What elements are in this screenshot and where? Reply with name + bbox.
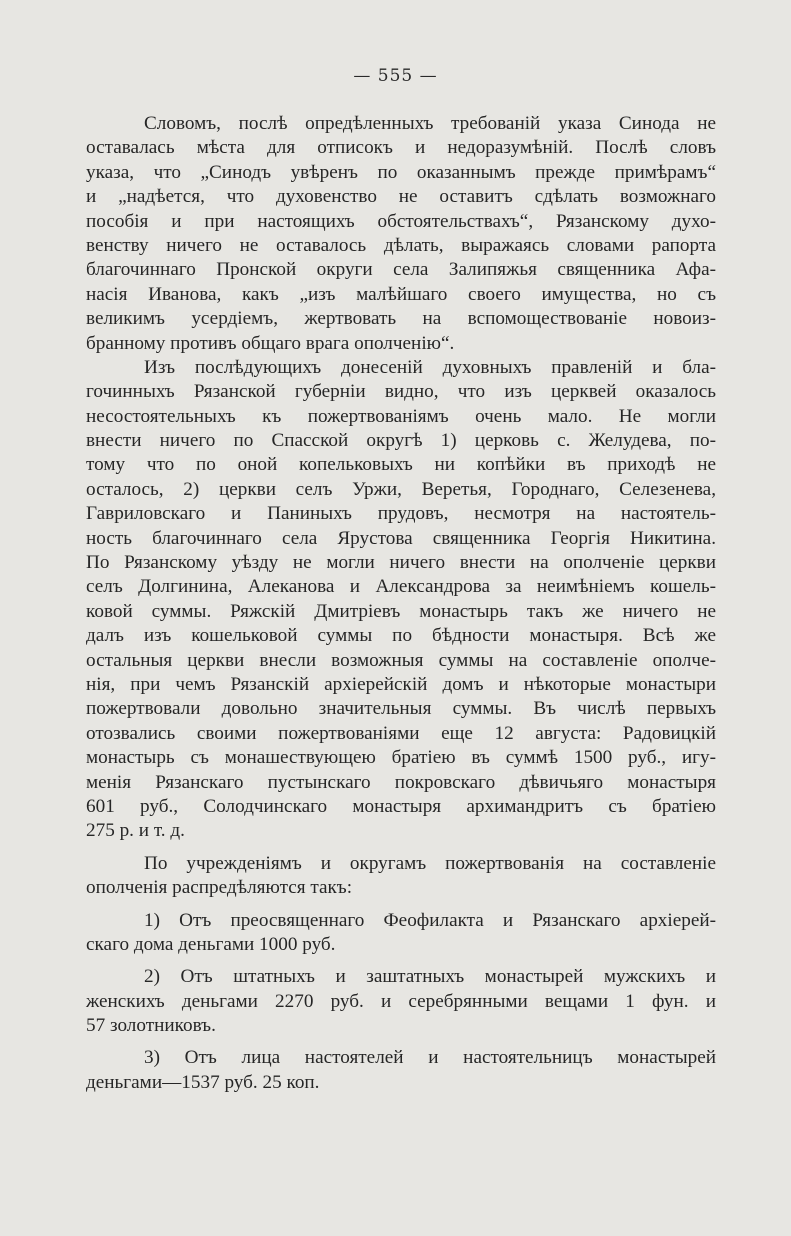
paragraph-gap	[86, 901, 716, 909]
text-line: 57 золотниковъ.	[86, 1015, 216, 1037]
text-line: бранному противъ общаго врага ополченію“.	[86, 332, 455, 354]
text-line: отозвались своими пожертвованіями еще 12 августа: Радовицкій	[86, 722, 716, 744]
text-line: ковой суммы. Ряжскій Дмитріевъ монастырь такъ же ничего не	[86, 600, 716, 622]
text-line: указа, что „Синодъ увѣренъ по оказаннымъ прежде примѣрамъ“	[86, 161, 716, 183]
text-line: менія Рязанскаго пустынскаго покровскаго дѣвичьяго монастыря	[86, 771, 716, 793]
text-line: насія Иванова, какъ „изъ малѣйшаго своего имущества, но съ	[86, 283, 716, 305]
text-line: осталось, 2) церкви селъ Уржи, Веретья, Городнаго, Селезенева,	[86, 478, 716, 500]
paragraph	[86, 356, 716, 844]
paragraph	[86, 852, 716, 901]
paragraph-gap	[86, 844, 716, 852]
text-line: селъ Долгинина, Алеканова и Александрова за неимѣніемъ кошель-	[86, 576, 716, 598]
text-line: гочинныхъ Рязанской губерніи видно, что изъ церквей оказалось	[86, 381, 716, 403]
text-line: оставалась мѣста для отписокъ и недоразумѣній. Послѣ словъ	[86, 137, 716, 159]
text-line: монастырь съ монашествующею братіею въ суммѣ 1500 руб., игу-	[86, 747, 716, 769]
list-item	[86, 965, 716, 1038]
text-line: По Рязанскому уѣзду не могли ничего внести на ополченіе церкви	[86, 552, 716, 574]
text-line: далъ изъ кошельковой суммы по бѣдности монастыря. Всѣ же	[86, 625, 716, 647]
text-line: ополченія распредѣляются такъ:	[86, 877, 353, 899]
list-item	[86, 909, 716, 958]
text-line: внести ничего по Спасской округѣ 1) церковь с. Желудева, по-	[86, 430, 716, 452]
text-line: нія, при чемъ Рязанскій архіерейскій домъ и нѣкоторые монастыри	[86, 673, 716, 695]
text-line: и „надѣется, что духовенство не оставитъ сдѣлать возможнаго	[86, 186, 716, 208]
text-line: пособія и при настоящихъ обстоятельствахъ“, Рязанскому духо-	[86, 210, 716, 232]
text-line: остальныя церкви внесли возможныя суммы на составленіе ополче-	[86, 649, 716, 671]
paragraph-gap	[86, 1038, 716, 1046]
text-line: пожертвовали довольно значительныя суммы. Въ числѣ первыхъ	[86, 698, 716, 720]
text-line: деньгами—1537 руб. 25 коп.	[86, 1071, 320, 1093]
text-line: Гавриловскаго и Паниныхъ прудовъ, несмотря на настоятель-	[86, 503, 716, 525]
text-line: скаго дома деньгами 1000 руб.	[86, 933, 336, 955]
text-line: 1) Отъ преосвященнаго Феофилакта и Рязанскаго архіерей-	[144, 909, 716, 931]
text-line: Изъ послѣдующихъ донесеній духовныхъ правленій и бла-	[144, 356, 716, 378]
text-line: тому что по оной копельковыхъ ни копѣйки въ приходѣ не	[86, 454, 716, 476]
text-line: 2) Отъ штатныхъ и заштатныхъ монастырей мужскихъ и	[144, 966, 716, 988]
paragraph-gap	[86, 957, 716, 965]
text-line: женскихъ деньгами 2270 руб. и серебрянными вещами 1 фун. и	[86, 990, 716, 1012]
text-line: 3) Отъ лица настоятелей и настоятельницъ монастырей	[144, 1047, 716, 1069]
text-line: 601 руб., Солодчинскаго монастыря архимандритъ съ братіею	[86, 795, 716, 817]
page-number: — 555 —	[353, 66, 438, 86]
text-line: По учрежденіямъ и округамъ пожертвованія на составленіе	[144, 852, 716, 874]
text-line: несостоятельныхъ къ пожертвованіямъ очень мало. Не могли	[86, 405, 716, 427]
text-line: венству ничего не оставалось дѣлать, выражаясь словами рапорта	[86, 234, 716, 256]
text-line: Словомъ, послѣ опредѣленныхъ требованій указа Синода не	[144, 113, 716, 134]
text-line: благочиннаго Пронской округи села Залипяжья священника Афа-	[86, 259, 716, 281]
text-line: ность благочиннаго села Ярустова священника Георгія Никитина.	[86, 527, 716, 549]
body-text	[86, 112, 716, 1095]
text-line: 275 р. и т. д.	[86, 820, 185, 842]
list-item	[86, 1046, 716, 1095]
text-line: великимъ усердіемъ, жертвовать на вспомоществованіе новоиз-	[86, 308, 716, 330]
paragraph	[86, 112, 716, 356]
